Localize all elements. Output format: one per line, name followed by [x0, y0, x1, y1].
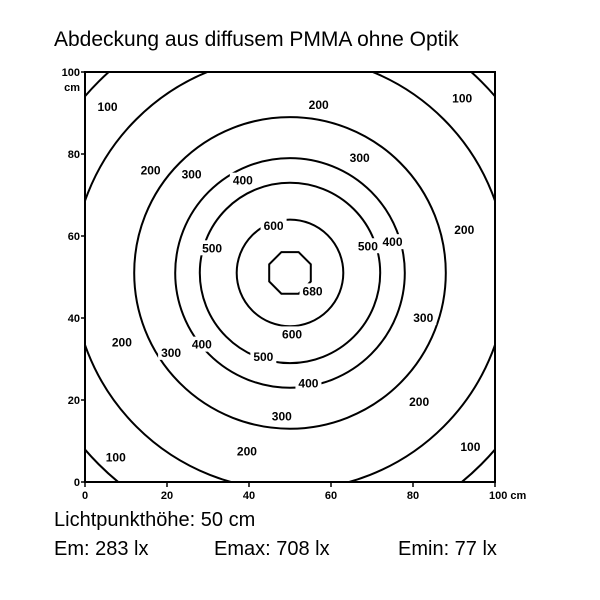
- contour-label-200: 200: [454, 222, 475, 237]
- contour-label-680: 680: [302, 284, 323, 299]
- contour-label-500: 500: [253, 349, 274, 364]
- max-illuminance: Emax: 708 lx: [214, 538, 330, 560]
- contour-label-200: 200: [236, 444, 257, 459]
- contour-label-400: 400: [382, 235, 403, 250]
- contour-label-200: 200: [140, 163, 161, 178]
- contour-label-300: 300: [181, 167, 202, 182]
- contour-label-100: 100: [105, 450, 126, 465]
- min-illuminance: Emin: 77 lx: [398, 538, 497, 560]
- contour-400: [175, 158, 405, 388]
- x-tick-label: 20: [160, 490, 174, 502]
- y-tick-label: 100: [61, 67, 80, 79]
- contour-label-300: 300: [271, 409, 292, 424]
- contour-label-600: 600: [263, 218, 284, 233]
- contour-label-200: 200: [308, 97, 329, 112]
- contour-label-500: 500: [357, 239, 378, 254]
- chart-title: Abdeckung aus diffusem PMMA ohne Optik: [54, 28, 459, 51]
- contour-300: [134, 117, 446, 429]
- average-illuminance: Em: 283 lx: [54, 538, 149, 560]
- x-tick-label: 100 cm: [489, 490, 527, 502]
- mounting-height: Lichtpunkthöhe: 50 cm: [54, 509, 256, 531]
- contour-label-100: 100: [452, 91, 473, 106]
- contour-label-600: 600: [282, 327, 303, 342]
- x-tick-label: 0: [81, 490, 89, 502]
- x-tick-label: 80: [406, 490, 420, 502]
- contour-600: [237, 220, 344, 327]
- contour-label-200: 200: [409, 395, 430, 410]
- x-tick-label: 60: [324, 490, 338, 502]
- contour-label-100: 100: [97, 99, 118, 114]
- contour-lines: [19, 2, 560, 505]
- y-tick-label: 0: [73, 477, 80, 489]
- y-tick-label: 80: [67, 149, 80, 161]
- contour-label-100: 100: [460, 440, 481, 455]
- y-unit-label: cm: [64, 82, 80, 94]
- contour-label-400: 400: [191, 337, 212, 352]
- x-tick-label: 40: [242, 490, 256, 502]
- contour-label-500: 500: [202, 241, 223, 256]
- contour-label-300: 300: [349, 151, 370, 166]
- contour-labels: [95, 91, 484, 465]
- contour-label-300: 300: [413, 311, 434, 325]
- contour-label-400: 400: [232, 173, 253, 188]
- contour-label-400: 400: [298, 376, 319, 391]
- y-tick-label: 60: [67, 231, 80, 243]
- contour-200: [73, 56, 508, 491]
- contour-label-200: 200: [111, 335, 132, 350]
- y-tick-label: 40: [67, 313, 80, 325]
- contour-label-300: 300: [161, 345, 182, 360]
- y-tick-label: 20: [67, 395, 80, 407]
